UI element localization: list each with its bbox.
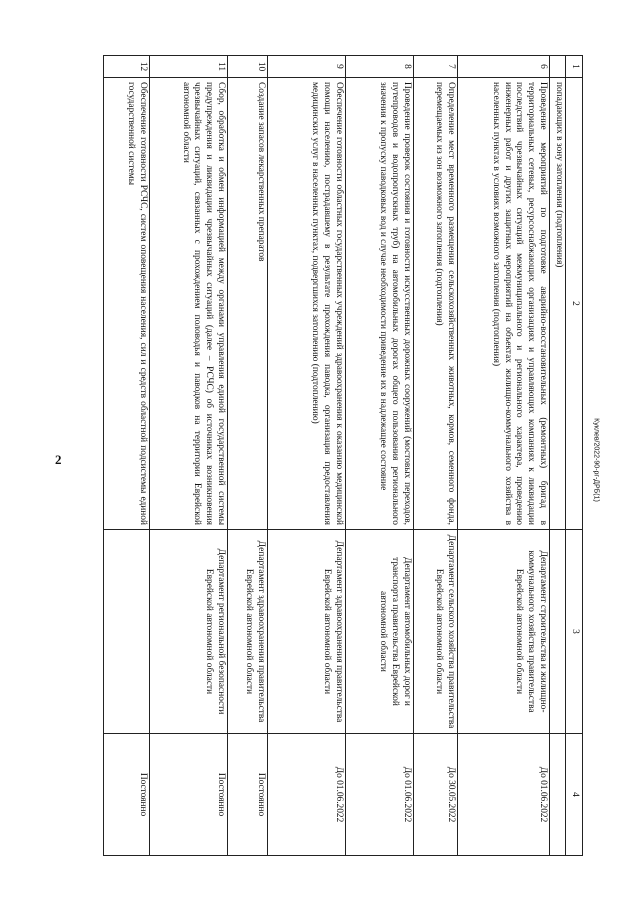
measure-text: Определение мест временного размещения сельскохозяйственных животных, кормов, семенного фонда, перемещаемых из зон возможного затопления (подтопления) xyxy=(414,78,458,530)
deadline-text: Постоянно xyxy=(104,734,150,856)
deadline-text: Постоянно xyxy=(228,734,268,856)
measure-text: Проведение проверок состояния и готовности искусственных дорожных сооружений (мостовых переходов, путепроводов и водопропускных труб) на автомобильных дорогах общего пользования регионального значения к пропуску паводковых вод и случае необходимости приведение их в надлежащее состояние xyxy=(346,78,414,530)
executor-text: Департамент сельского хозяйства правительства Еврейской автономной области xyxy=(414,530,458,734)
executor-text: Департамент региональной безопасности Еврейской автономной области xyxy=(150,530,228,734)
deadline-text: До 30.05.2022 xyxy=(414,734,458,856)
table-row xyxy=(414,56,458,856)
executor-text: Департамент здравоохранения правительства Еврейской автономной области xyxy=(228,530,268,734)
deadline-text: До 01.06.2022 xyxy=(268,734,346,856)
row-number: 9 xyxy=(268,56,346,78)
table-row xyxy=(104,56,150,856)
table-row xyxy=(550,56,566,856)
row-number: 11 xyxy=(150,56,228,78)
executor-text: Департамент строительства и жилищно-коммунального хозяйства правительства Еврейской автономной области xyxy=(458,530,550,734)
deadline-text: До 01.06.2022 xyxy=(458,734,550,856)
table-row xyxy=(458,56,550,856)
table-row xyxy=(268,56,346,856)
header-col-4: 4 xyxy=(566,734,583,856)
measure-text: Создание запасов лекарственных препаратов xyxy=(228,78,268,530)
row-number: 10 xyxy=(228,56,268,78)
table-header-row xyxy=(566,56,583,856)
header-col-2: 2 xyxy=(566,78,583,530)
page-number: 2 xyxy=(55,452,62,467)
measure-text: Проведение мероприятий по подготовке аварийно-восстановительных (ремонтных) бригад в территориальных сетевых, ресурсоснабжающих организациях и управляющих компаниях к ликвидации последствий чрезвычайных ситуаций межмуниципального и регионального характера, проведению инженерных работ и других защитных мероприятий на объектах жилищно-коммунального хозяйства в населенных пунктах в условиях возможного затопления (подтопления) xyxy=(458,78,550,530)
measures-table xyxy=(103,55,583,856)
executor-text xyxy=(104,530,150,734)
header-col-1: 1 xyxy=(566,56,583,78)
measures-table-rotated xyxy=(103,55,583,855)
continuation-text: попадающих в зону затопления (подтопления) xyxy=(550,78,566,530)
measure-text: Сбор, обработка и обмен информацией между органами управления единой государственной системы предупреждения и ликвидации чрезвычайных ситуаций (далее – РСЧС) об источниках возникновения чрезвычайных ситуаций, связанных с прохождением половодья и паводков на территории Еврейской автономной области xyxy=(150,78,228,530)
row-number: 7 xyxy=(414,56,458,78)
deadline-text: Постоянно xyxy=(150,734,228,856)
row-number: 6 xyxy=(458,56,550,78)
row-number: 8 xyxy=(346,56,414,78)
table-row xyxy=(346,56,414,856)
measure-text: Обеспечение готовности РСЧС, систем оповещения населения, сил и средств областной подсистемы единой государственной системы xyxy=(104,78,150,530)
measure-text: Обеспечение готовности областных государственных учреждений здравоохранения к оказанию медицинской помощи населению, пострадавшему в результате прохождения паводка, организация предоставления медицинских услуг в населенных пунктах, подвергшихся затоплению (подтоплению) xyxy=(268,78,346,530)
table-row xyxy=(150,56,228,856)
executor-text: Департамент автомобильных дорог и транспорта правительства Еврейской автономной области xyxy=(346,530,414,734)
table-row xyxy=(228,56,268,856)
document-reference: Куклев/2022-90-рг-ДРБ(1) xyxy=(592,418,600,502)
row-number: 12 xyxy=(104,56,150,78)
header-col-3: 3 xyxy=(566,530,583,734)
deadline-text: До 01.06.2022 xyxy=(346,734,414,856)
executor-text: Департамент здравоохранения правительства Еврейской автономной области xyxy=(268,530,346,734)
